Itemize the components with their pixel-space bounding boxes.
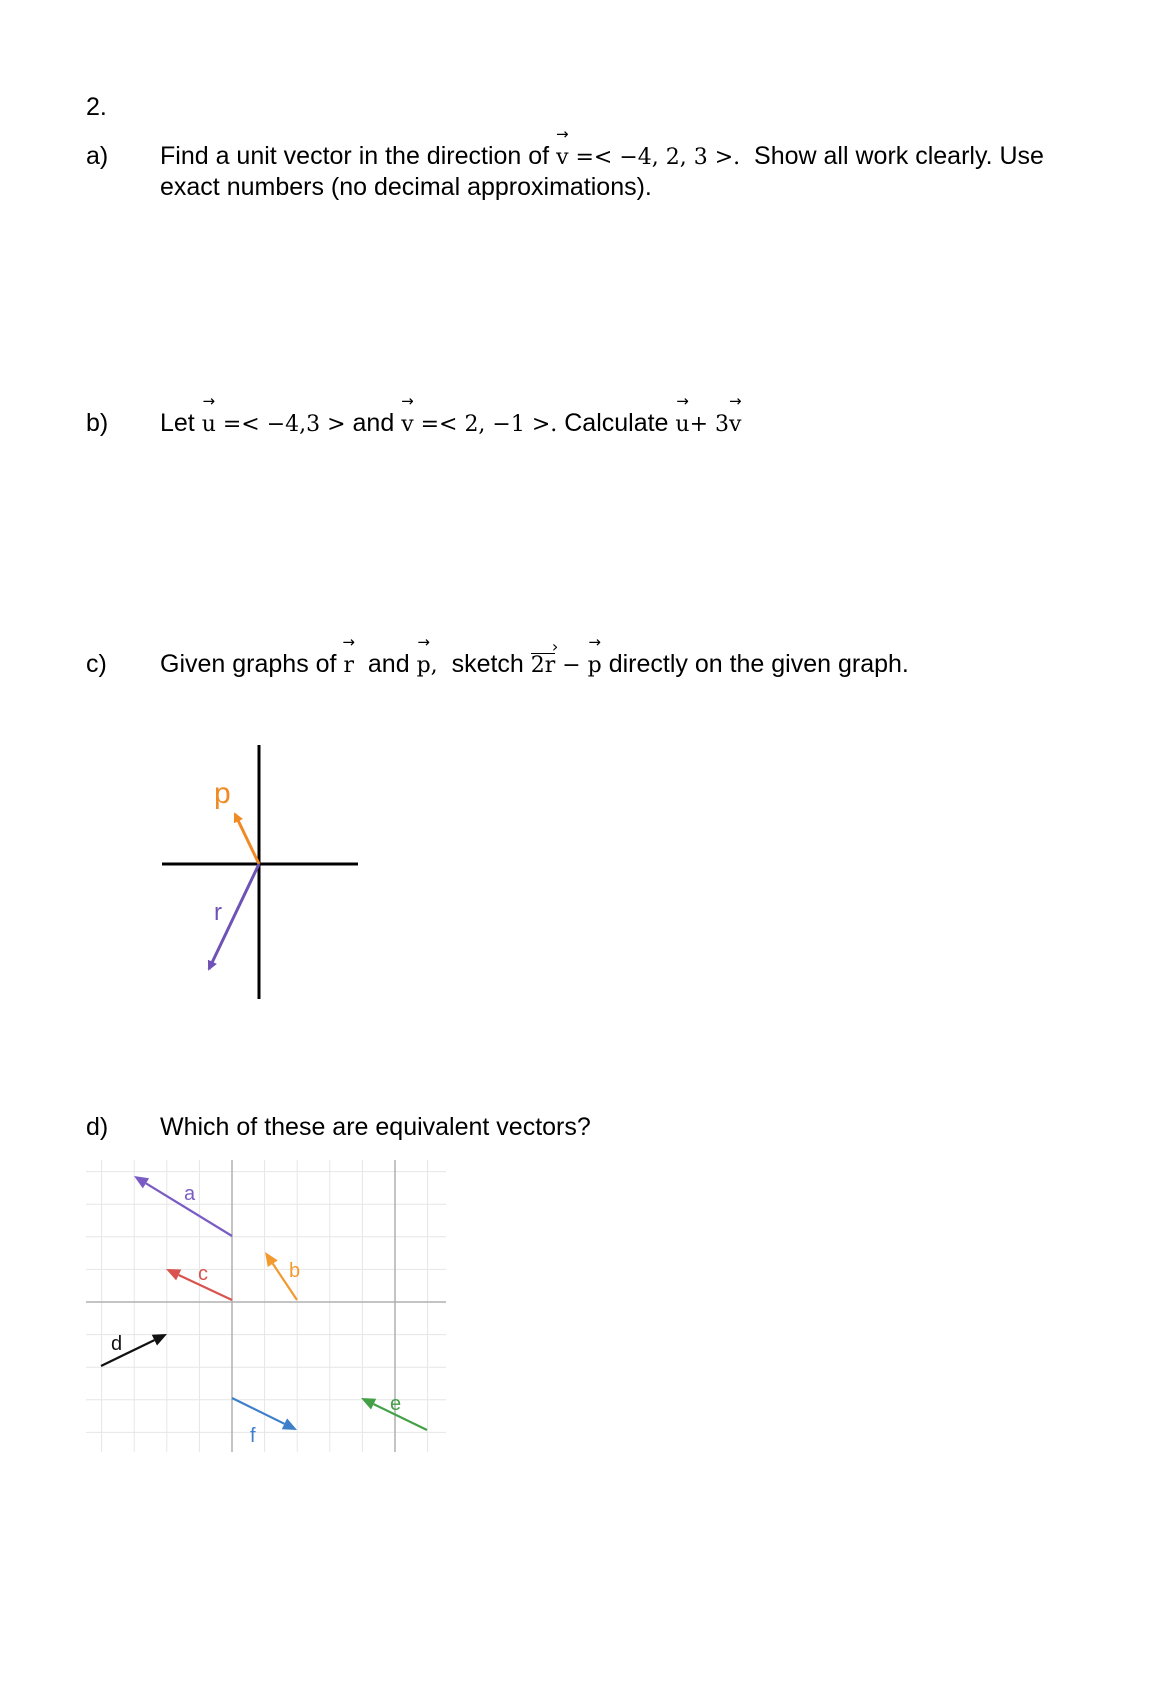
part-a-suffix: Show all work clearly. Use bbox=[754, 142, 1044, 170]
part-a-expr: =< −4, 2, 3 >. bbox=[575, 145, 741, 170]
grid-vector-b-label: b bbox=[289, 1260, 301, 1282]
part-b-u-expr: =< −4,3 > bbox=[222, 412, 346, 437]
part-a-prefix: Find a unit vector in the direction of bbox=[160, 142, 550, 170]
part-a-label: a) bbox=[86, 142, 109, 170]
grid-vector-d-label: d bbox=[111, 1333, 123, 1355]
part-c-comma: , bbox=[430, 653, 438, 678]
grid-vector-a-label: a bbox=[184, 1183, 196, 1205]
part-b-calculate: Calculate bbox=[564, 409, 669, 437]
grid-vector-c-label: c bbox=[198, 1263, 208, 1285]
grid-vector-f-label: f bbox=[250, 1425, 256, 1447]
part-c-graph bbox=[150, 735, 370, 1010]
part-c-directly: directly on the given graph. bbox=[608, 650, 909, 678]
vector-r-label: r bbox=[214, 899, 222, 926]
part-c-and: and bbox=[367, 650, 410, 678]
grid-vector-d bbox=[101, 1340, 154, 1366]
vector-u: → u bbox=[202, 409, 216, 441]
part-c-minus: − bbox=[562, 653, 581, 678]
part-b-v-expr: =< 2, −1 >. bbox=[420, 412, 558, 437]
vector-v: → v bbox=[556, 142, 568, 174]
vector-u: → u bbox=[675, 409, 689, 441]
grid-vector-a-head bbox=[134, 1176, 149, 1188]
part-a-line2: exact numbers (no decimal approximations). bbox=[160, 173, 652, 201]
part-c-sketch: sketch bbox=[451, 650, 524, 678]
part-d-question: Which of these are equivalent vectors? bbox=[160, 1113, 591, 1141]
part-b-text bbox=[160, 407, 741, 441]
part-b-plus-3: + 3 bbox=[689, 412, 730, 437]
part-c-label: c) bbox=[86, 650, 107, 678]
vector-2r: 2r › bbox=[531, 653, 556, 678]
part-c-text bbox=[160, 648, 909, 682]
vector-r: → r bbox=[343, 650, 354, 682]
grid-vector-b-head bbox=[265, 1252, 278, 1267]
part-d-label: d) bbox=[86, 1113, 109, 1141]
vector-p-arrow bbox=[235, 814, 259, 864]
vector-p-label: p bbox=[214, 777, 231, 810]
part-b-and: and bbox=[352, 409, 395, 437]
part-d-grid bbox=[80, 1155, 460, 1460]
vector-v: → v bbox=[401, 409, 413, 441]
grid-vector-e-label: e bbox=[390, 1393, 402, 1415]
problem-number: 2. bbox=[86, 93, 107, 121]
part-c-given: Given graphs of bbox=[160, 650, 337, 678]
part-a-text bbox=[160, 140, 1044, 174]
part-b-label: b) bbox=[86, 409, 109, 437]
vector-p: → p bbox=[588, 650, 602, 682]
grid-vector-f bbox=[232, 1398, 284, 1424]
part-b-let: Let bbox=[160, 409, 195, 437]
vector-v: → v bbox=[729, 409, 741, 441]
vector-p: → p bbox=[417, 650, 431, 682]
